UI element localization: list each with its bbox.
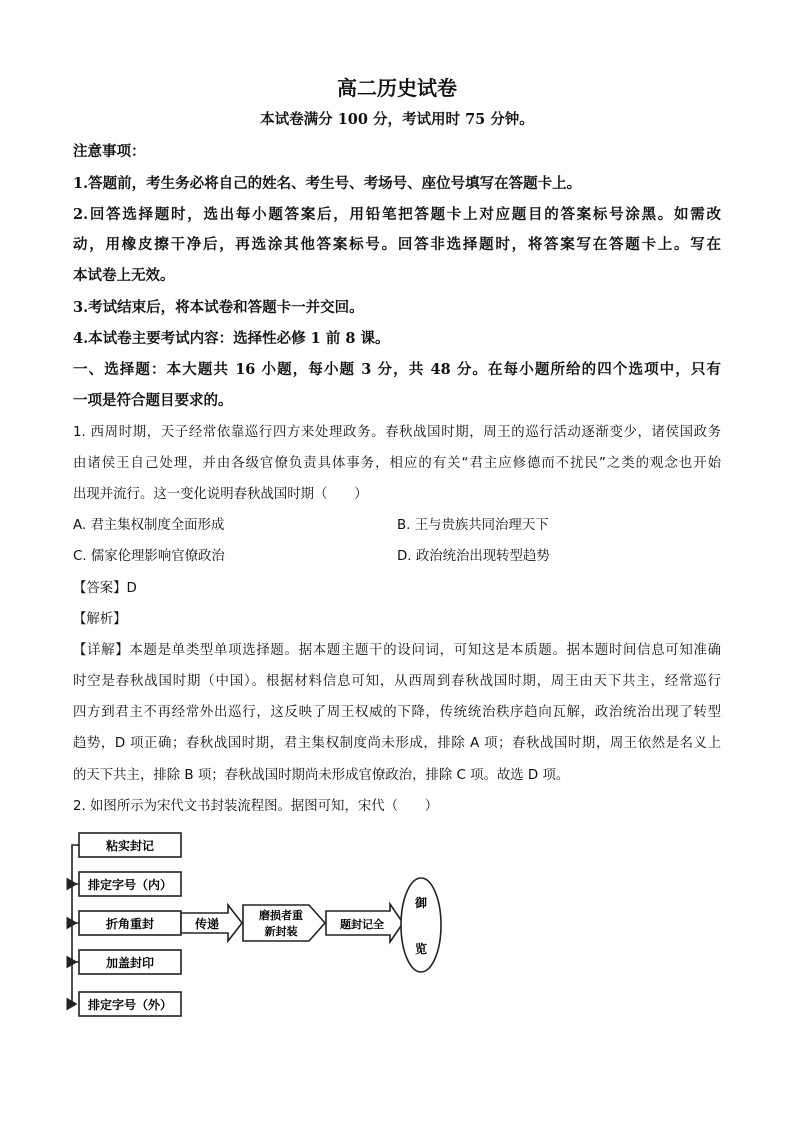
notice-heading: 注意事项：: [73, 143, 146, 160]
flow-terminal-ellipse: [401, 878, 441, 972]
flow-box-label: 排定字号（内）: [87, 878, 173, 892]
option-b: B. 王与贵族共同治理天下: [397, 518, 549, 533]
flow-connector: [72, 923, 79, 962]
flow-connector: [72, 962, 79, 1004]
notice-item: 2.回答选择题时，选出每小题答案后，用铅笔把答题卡上对应题目的答案标号涂黑。如需改: [73, 206, 721, 223]
flow-terminal-label: 览: [414, 942, 428, 956]
flow-diagram: [0, 825, 794, 1025]
flow-connector: [72, 884, 79, 923]
question-1-stem: 出现并流行。这一变化说明春秋战国时期（ ）: [73, 487, 368, 502]
notice-item: 3.考试结束后，将本试卷和答题卡一并交回。: [73, 299, 364, 316]
answer-line: 【答案】D: [73, 581, 137, 596]
notice-item: 本试卷上无效。: [73, 267, 175, 284]
flow-connector: [72, 845, 79, 884]
notice-item: 4.本试卷主要考试内容：选择性必修 1 前 8 课。: [73, 330, 390, 347]
notice-item: 动，用橡皮擦干净后，再选涂其他答案标号。回答非选择题时，将答案写在答题卡上。写在: [73, 236, 721, 253]
page-subtitle: 本试卷满分 100 分，考试用时 75 分钟。: [260, 111, 534, 128]
detail-line: 时空是春秋战国时期（中国）。根据材料信息可知，从西周到春秋战国时期，周王由天下共主，经常巡行: [73, 674, 721, 689]
flow-box-label: 新封装: [264, 925, 298, 938]
detail-line: 【详解】本题是单类型单项选择题。据本题主题干的设问词，可知这是本质题。据本题时间信息可知准确: [73, 643, 721, 658]
flow-box-label: 磨损者重: [259, 909, 303, 922]
flow-box-label: 排定字号（外）: [87, 998, 173, 1012]
detail-line: 四方到君主不再经常外出巡行，这反映了周王权威的下降，传统统治秩序趋向瓦解，政治统治出现了转型: [73, 705, 721, 720]
detail-line: 趋势，D 项正确；春秋战国时期，君主集权制度尚未形成，排除 A 项；春秋战国时期，周王依然是名义上: [73, 736, 721, 751]
flow-box-label: 加盖封印: [105, 956, 155, 970]
option-a: A. 君主集权制度全面形成: [73, 518, 225, 533]
flow-arrow-label: 传递: [194, 917, 220, 931]
section-heading-cont: 一项是符合题目要求的。: [73, 392, 233, 409]
question-1-stem: 1. 西周时期，天子经常依靠巡行四方来处理政务。春秋战国时期，周王的巡行活动逐渐变少，诸侯国政务: [73, 425, 721, 440]
question-1-stem: 由诸侯王自己处理，并由各级官僚负责具体事务，相应的有关“君主应修德而不扰民”之类的观念也开始: [73, 456, 721, 471]
flow-arrow-label: 题封记全: [340, 918, 384, 931]
detail-line: 的天下共主，排除 B 项；春秋战国时期尚未形成官僚政治，排除 C 项。故选 D 项。: [73, 768, 570, 783]
flow-box-label: 粘实封记: [105, 839, 155, 853]
flow-terminal-label: 御: [414, 896, 428, 910]
option-d: D. 政治统治出现转型趋势: [397, 549, 550, 564]
option-c: C. 儒家伦理影响官僚政治: [73, 549, 225, 564]
flow-box-label: 折角重封: [105, 917, 155, 931]
page-title: 高二历史试卷: [337, 76, 457, 100]
question-2-stem: 2. 如图所示为宋代文书封装流程图。据图可知，宋代（ ）: [73, 799, 439, 814]
section-heading: 一、选择题：本大题共 16 小题，每小题 3 分，共 48 分。在每小题所给的四个选项中，只有: [73, 361, 721, 378]
notice-item: 1.答题前，考生务必将自己的姓名、考生号、考场号、座位号填写在答题卡上。: [73, 175, 582, 192]
analysis-label: 【解析】: [73, 612, 127, 627]
